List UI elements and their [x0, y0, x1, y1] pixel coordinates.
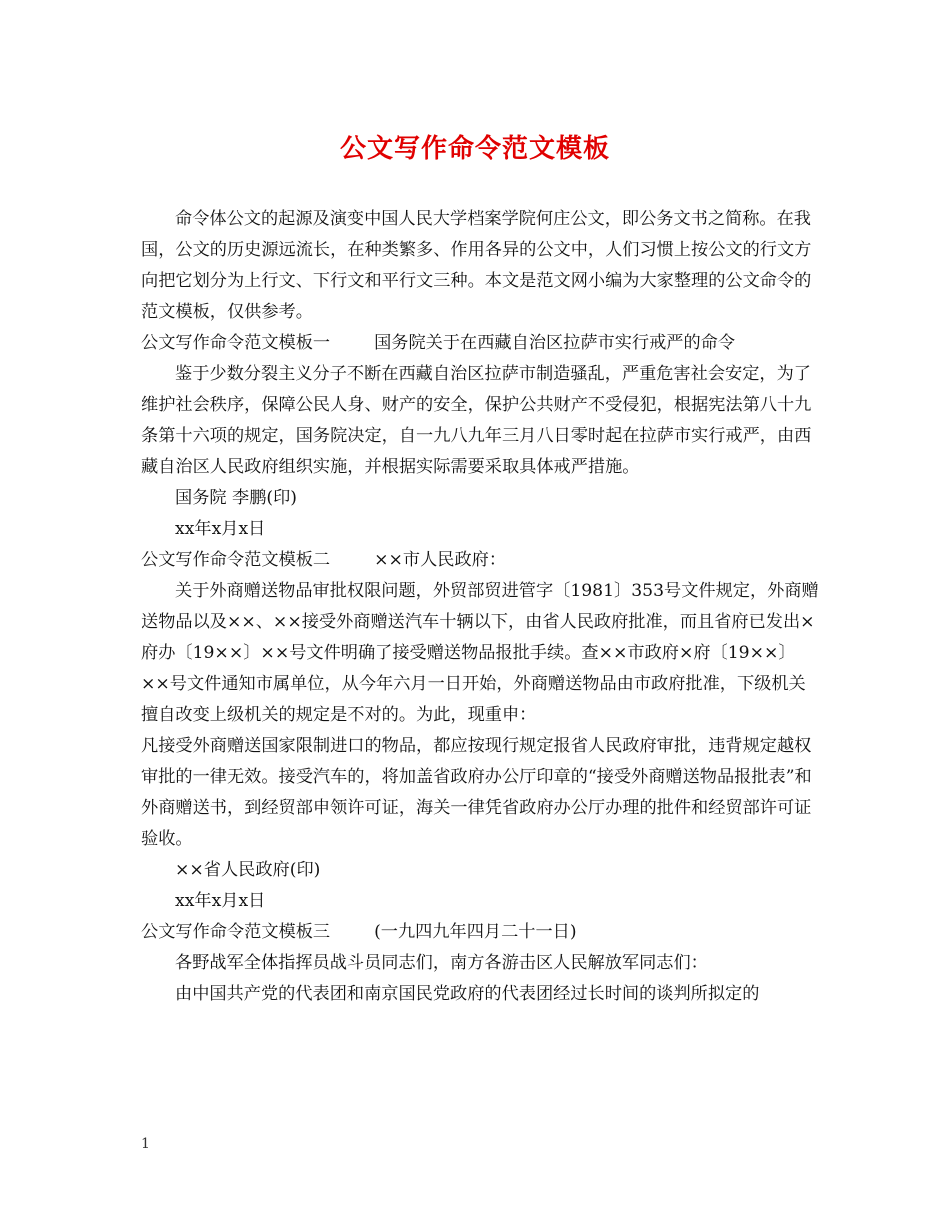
section-2-label: 公文写作命令范文模板二 — [141, 550, 331, 570]
section-2-body-1: 关于外商赠送物品审批权限问题，外贸部贸进管字〔1981〕353号文件规定，外商赠送物品以及××、××接受外商赠送汽车十辆以下，由省人民政府批准，而且省府已发出×府办〔19××〕××号文件明确了接受赠送物品报批手续。查××市政府×府〔19××〕××号文件通知市属单位，从今年六月一日开始，外商赠送物品由市政府批准，下级机关擅自改变上级机关的规定是不对的。为此，现重申： — [141, 581, 819, 725]
section-3-greeting: 各野战军全体指挥员战斗员同志们，南方各游击区人民解放军同志们： — [175, 953, 708, 973]
section-3-body: 由中国共产党的代表团和南京国民党政府的代表团经过长时间的谈判所拟定的 — [175, 984, 760, 1004]
document-title: 公文写作命令范文模板 — [339, 134, 610, 164]
section-2-signature: ××省人民政府(印) — [175, 860, 321, 880]
section-1-body: 鉴于少数分裂主义分子不断在西藏自治区拉萨市制造骚乱，严重危害社会安定，为了维护社会秩序，保障公民人身、财产的安全，保护公共财产不受侵犯，根据宪法第八十九条第十六项的规定，国务院决定，自一九八九年三月八日零时起在拉萨市实行戒严，由西藏自治区人民政府组织实施，并根据实际需要采取具体戒严措施。 — [141, 364, 812, 477]
section-1-date: xx年x月x日 — [175, 519, 266, 539]
intro-paragraph: 命令体公文的起源及演变中国人民大学档案学院何庄公文，即公务文书之简称。在我国，公文的历史源远流长，在种类繁多、作用各异的公文中，人们习惯上按公文的行文方向把它划分为上行文、下行文和平行文三种。本文是范文网小编为大家整理的公文命令的范文模板，仅供参考。 — [141, 209, 812, 322]
section-2-title: ××市人民政府： — [374, 550, 507, 570]
section-1-title: 国务院关于在西藏自治区拉萨市实行戒严的命令 — [374, 333, 736, 353]
section-3-heading — [141, 917, 821, 948]
page-number: 1 — [141, 1136, 150, 1152]
section-1-signature: 国务院 李鹏(印) — [175, 488, 297, 508]
section-2-body-2: 凡接受外商赠送国家限制进口的物品，都应按现行规定报省人民政府审批，违背规定越权审批的一律无效。接受汽车的，将加盖省政府办公厅印章的“接受外商赠送物品报批表”和外商赠送书，到经贸部申领许可证，海关一律凭省政府办公厅办理的批件和经贸部许可证验收。 — [141, 736, 812, 849]
section-3-label: 公文写作命令范文模板三 — [141, 922, 331, 942]
section-2-heading — [141, 545, 821, 576]
section-2-date: xx年x月x日 — [175, 891, 266, 911]
section-1-heading — [141, 328, 821, 359]
section-1-label: 公文写作命令范文模板一 — [141, 333, 331, 353]
section-3-title: (一九四九年四月二十一日) — [374, 922, 577, 942]
document-body — [141, 204, 821, 1010]
